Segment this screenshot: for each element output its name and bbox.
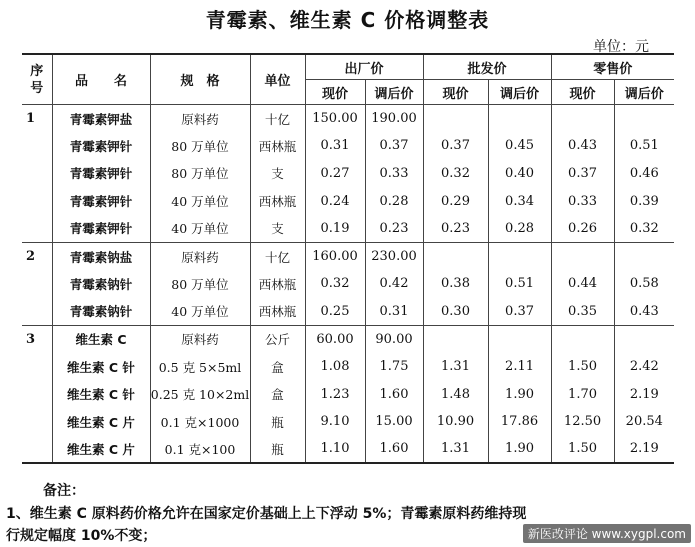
row-spec-cell: 0.1 克×100 — [150, 436, 250, 464]
wholesale-current-cell: 0.30 — [423, 298, 488, 326]
row-name-cell: 青霉素钠盐 — [52, 242, 150, 270]
wholesale-adjusted-cell: 0.28 — [488, 215, 551, 243]
retail-adjusted-cell — [614, 105, 674, 133]
ex-factory-current-cell: 160.00 — [305, 242, 365, 270]
header-unit: 单位 — [250, 54, 305, 105]
ex-factory-adjusted-cell: 1.60 — [365, 436, 423, 464]
row-unit-cell: 西林瓶 — [250, 298, 305, 326]
header-wholesale: 批发价 — [423, 54, 551, 80]
row-index-cell — [22, 215, 52, 243]
table-row — [22, 298, 674, 326]
row-unit-cell: 西林瓶 — [250, 270, 305, 298]
table-row — [22, 380, 674, 408]
header-ex-factory: 出厂价 — [305, 54, 423, 80]
retail-adjusted-cell: 0.39 — [629, 193, 659, 209]
retail-current-cell — [551, 242, 614, 270]
header-ex-current: 现价 — [305, 80, 365, 105]
ex-factory-current-cell: 1.23 — [305, 380, 365, 408]
row-name-cell: 青霉素钾盐 — [52, 105, 150, 133]
row-index-cell: 3 — [22, 325, 52, 353]
row-index-cell — [22, 436, 52, 464]
wholesale-current-cell: 0.32 — [423, 160, 488, 188]
notes-label: 备注： — [43, 483, 85, 499]
retail-adjusted-cell: 0.58 — [629, 276, 659, 292]
ex-factory-current-cell: 0.19 — [305, 215, 365, 243]
header-rt-adjusted: 调后价 — [614, 80, 674, 105]
page-title: 青霉素、维生素 C 价格调整表 — [205, 8, 490, 32]
wholesale-current-cell — [423, 242, 488, 270]
row-name-cell: 青霉素钾针 — [52, 187, 150, 215]
row-index-cell: 1 — [22, 105, 52, 133]
ex-factory-current-cell: 0.24 — [305, 187, 365, 215]
row-spec-cell: 0.1 克×1000 — [150, 408, 250, 436]
wholesale-adjusted-cell: 0.40 — [488, 160, 551, 188]
row-spec-cell: 80 万单位 — [150, 270, 250, 298]
row-name-cell: 维生素 C 片 — [52, 436, 150, 464]
wholesale-adjusted-cell: 0.37 — [488, 298, 551, 326]
table-row — [22, 353, 674, 381]
row-name-cell: 青霉素钾针 — [52, 132, 150, 160]
retail-adjusted-cell — [614, 325, 674, 353]
ex-factory-adjusted-cell: 230.00 — [365, 242, 423, 270]
table-row — [22, 408, 674, 436]
row-index-cell — [22, 408, 52, 436]
ex-factory-adjusted-cell: 0.31 — [365, 298, 423, 326]
retail-adjusted-cell — [614, 242, 674, 270]
row-spec-cell: 40 万单位 — [150, 187, 250, 215]
row-index-cell — [22, 160, 52, 188]
retail-adjusted-cell: 20.54 — [625, 414, 663, 430]
ex-factory-adjusted-cell: 0.42 — [365, 270, 423, 298]
ex-factory-adjusted-cell: 1.60 — [365, 380, 423, 408]
row-index-cell — [22, 380, 52, 408]
row-name-cell: 维生素 C — [52, 325, 150, 353]
retail-current-cell: 0.35 — [551, 298, 614, 326]
row-unit-cell: 西林瓶 — [250, 187, 305, 215]
row-index-cell — [22, 270, 52, 298]
retail-current-cell: 0.37 — [551, 160, 614, 188]
row-name-cell: 维生素 C 针 — [52, 353, 150, 381]
row-spec-cell: 0.5 克 5×5ml — [150, 353, 250, 381]
wholesale-adjusted-cell: 1.90 — [488, 380, 551, 408]
row-spec-cell: 40 万单位 — [150, 298, 250, 326]
row-index-cell — [22, 298, 52, 326]
row-unit-cell: 支 — [250, 215, 305, 243]
ex-factory-current-cell: 1.08 — [305, 353, 365, 381]
watermark: 新医改评论 www.xygpl.com — [523, 524, 691, 543]
table-row — [22, 132, 674, 160]
wholesale-adjusted-cell — [488, 242, 551, 270]
wholesale-adjusted-cell — [488, 105, 551, 133]
row-index-cell — [22, 132, 52, 160]
retail-current-cell: 1.70 — [551, 380, 614, 408]
ex-factory-current-cell: 150.00 — [305, 105, 365, 133]
header-name: 品 名 — [52, 54, 150, 105]
row-index-cell — [22, 353, 52, 381]
row-unit-cell: 公斤 — [250, 325, 305, 353]
wholesale-adjusted-cell — [488, 325, 551, 353]
table-row — [22, 325, 674, 353]
ex-factory-current-cell: 0.25 — [305, 298, 365, 326]
row-unit-cell: 西林瓶 — [250, 132, 305, 160]
ex-factory-adjusted-cell: 15.00 — [365, 408, 423, 436]
row-name-cell: 青霉素钠针 — [52, 298, 150, 326]
wholesale-adjusted-cell: 0.45 — [488, 132, 551, 160]
wholesale-current-cell — [423, 105, 488, 133]
note-line-2: 行规定幅度 10%不变； — [6, 528, 157, 544]
table-row — [22, 215, 674, 243]
retail-current-cell: 12.50 — [551, 408, 614, 436]
header-rt-current: 现价 — [551, 80, 614, 105]
row-unit-cell: 十亿 — [250, 105, 305, 133]
row-spec-cell: 80 万单位 — [150, 132, 250, 160]
retail-adjusted-cell: 2.42 — [629, 359, 659, 375]
ex-factory-adjusted-cell: 0.28 — [365, 187, 423, 215]
retail-current-cell: 1.50 — [551, 353, 614, 381]
wholesale-adjusted-cell: 0.34 — [488, 187, 551, 215]
retail-current-cell: 1.50 — [551, 436, 614, 464]
row-unit-cell: 盒 — [250, 353, 305, 381]
ex-factory-adjusted-cell: 0.37 — [365, 132, 423, 160]
row-unit-cell: 盒 — [250, 380, 305, 408]
row-index-cell: 2 — [22, 242, 52, 270]
table-row — [22, 105, 674, 133]
row-index-cell — [22, 187, 52, 215]
row-name-cell: 青霉素钾针 — [52, 160, 150, 188]
wholesale-current-cell: 0.29 — [423, 187, 488, 215]
ex-factory-adjusted-cell: 90.00 — [365, 325, 423, 353]
ex-factory-current-cell: 9.10 — [305, 408, 365, 436]
ex-factory-current-cell: 0.32 — [305, 270, 365, 298]
row-spec-cell: 0.25 克 10×2ml — [150, 380, 250, 408]
wholesale-adjusted-cell: 1.90 — [488, 436, 551, 464]
retail-current-cell: 0.43 — [551, 132, 614, 160]
unit-label: 单位：元 — [593, 39, 649, 55]
header-wh-adjusted: 调后价 — [488, 80, 551, 105]
ex-factory-adjusted-cell: 190.00 — [365, 105, 423, 133]
table-row — [22, 187, 674, 215]
row-name-cell: 青霉素钾针 — [52, 215, 150, 243]
wholesale-current-cell: 1.31 — [423, 353, 488, 381]
retail-adjusted-cell: 2.19 — [629, 386, 659, 402]
wholesale-current-cell — [423, 325, 488, 353]
retail-current-cell: 0.44 — [551, 270, 614, 298]
row-spec-cell: 40 万单位 — [150, 215, 250, 243]
row-spec-cell: 原料药 — [150, 242, 250, 270]
row-spec-cell: 80 万单位 — [150, 160, 250, 188]
wholesale-current-cell: 0.37 — [423, 132, 488, 160]
row-name-cell: 维生素 C 片 — [52, 408, 150, 436]
table-row — [22, 242, 674, 270]
wholesale-current-cell: 10.90 — [423, 408, 488, 436]
wholesale-current-cell: 1.48 — [423, 380, 488, 408]
table-row — [22, 270, 674, 298]
wholesale-current-cell: 0.23 — [423, 215, 488, 243]
ex-factory-adjusted-cell: 1.75 — [365, 353, 423, 381]
retail-adjusted-cell: 0.43 — [629, 303, 659, 319]
wholesale-adjusted-cell: 2.11 — [488, 353, 551, 381]
retail-current-cell: 0.26 — [551, 215, 614, 243]
ex-factory-current-cell: 0.31 — [305, 132, 365, 160]
ex-factory-adjusted-cell: 0.33 — [365, 160, 423, 188]
wholesale-adjusted-cell: 17.86 — [488, 408, 551, 436]
ex-factory-current-cell: 60.00 — [305, 325, 365, 353]
wholesale-current-cell: 1.31 — [423, 436, 488, 464]
ex-factory-current-cell: 1.10 — [305, 436, 365, 464]
row-spec-cell: 原料药 — [150, 105, 250, 133]
row-name-cell: 维生素 C 针 — [52, 380, 150, 408]
header-index: 序号 — [22, 54, 52, 105]
wholesale-current-cell: 0.38 — [423, 270, 488, 298]
price-table — [22, 53, 674, 464]
note-line-1: 1、维生素 C 原料药价格允许在国家定价基础上上下浮动 5%；青霉素原料药维持现 — [6, 506, 527, 522]
ex-factory-current-cell: 0.27 — [305, 160, 365, 188]
row-name-cell: 青霉素钠针 — [52, 270, 150, 298]
retail-current-cell — [551, 325, 614, 353]
header-wh-current: 现价 — [423, 80, 488, 105]
header-retail: 零售价 — [551, 54, 674, 80]
row-unit-cell: 瓶 — [250, 436, 305, 464]
retail-current-cell — [551, 105, 614, 133]
table-row — [22, 436, 674, 464]
row-unit-cell: 支 — [250, 160, 305, 188]
retail-adjusted-cell: 0.32 — [629, 220, 659, 236]
table-row — [22, 160, 674, 188]
row-spec-cell: 原料药 — [150, 325, 250, 353]
row-unit-cell: 瓶 — [250, 408, 305, 436]
header-ex-adjusted: 调后价 — [365, 80, 423, 105]
row-unit-cell: 十亿 — [250, 242, 305, 270]
retail-adjusted-cell: 0.51 — [629, 138, 659, 154]
wholesale-adjusted-cell: 0.51 — [488, 270, 551, 298]
ex-factory-adjusted-cell: 0.23 — [365, 215, 423, 243]
retail-current-cell: 0.33 — [551, 187, 614, 215]
retail-adjusted-cell: 0.46 — [629, 165, 659, 181]
retail-adjusted-cell: 2.19 — [629, 441, 659, 457]
header-spec: 规 格 — [150, 54, 250, 105]
